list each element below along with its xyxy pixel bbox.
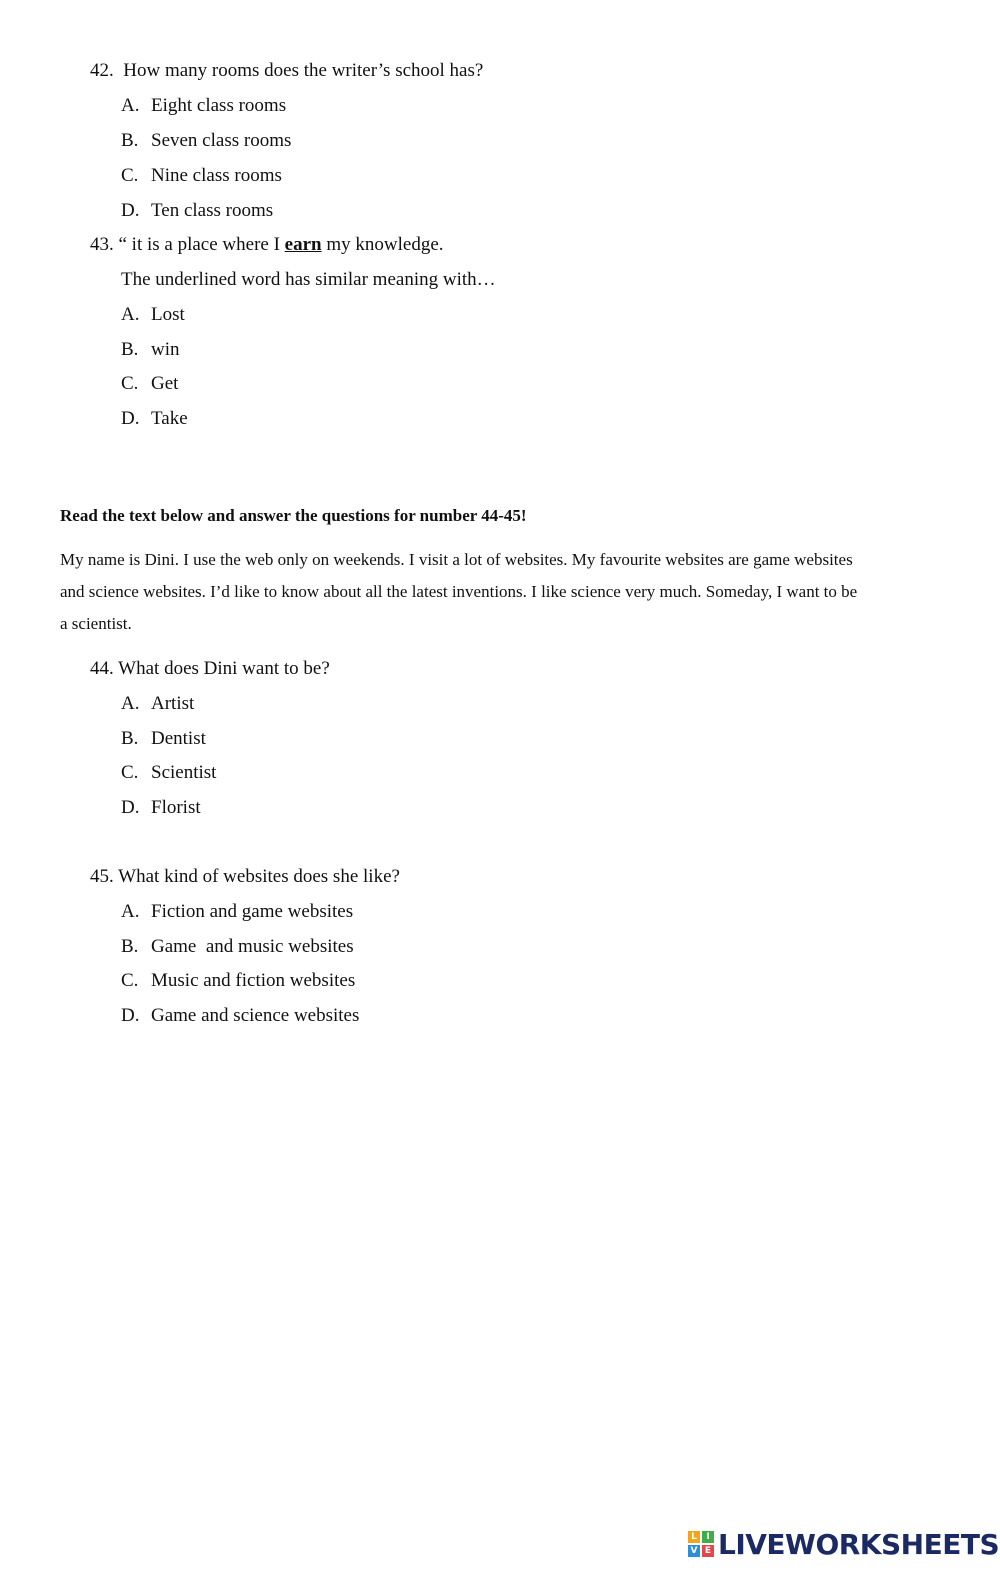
question-43-subline: The underlined word has similar meaning with… <box>121 269 496 290</box>
option-44-c[interactable] <box>121 762 216 784</box>
option-42-a[interactable] <box>121 95 286 117</box>
option-letter: C. <box>121 762 139 783</box>
logo-mark-v: V <box>688 1545 700 1557</box>
question-text: What kind of websites does she like? <box>118 866 400 887</box>
option-text: Nine class rooms <box>151 165 282 186</box>
option-45-a[interactable] <box>121 901 353 923</box>
option-44-b[interactable] <box>121 728 206 750</box>
option-letter: B. <box>121 728 139 749</box>
question-text: What does Dini want to be? <box>118 658 330 679</box>
option-text: Game and science websites <box>151 1005 360 1026</box>
question-44 <box>90 658 330 680</box>
quote-after: my knowledge. <box>321 234 444 255</box>
logo-mark-l: L <box>688 1531 700 1543</box>
option-text: Eight class rooms <box>151 95 287 116</box>
question-number: 44. <box>90 658 114 679</box>
option-text: Artist <box>151 693 195 714</box>
option-letter: D. <box>121 797 140 818</box>
logo-mark-i: I <box>702 1531 714 1543</box>
option-text: Fiction and game websites <box>151 901 354 922</box>
question-43 <box>90 234 444 256</box>
option-letter: D. <box>121 200 140 221</box>
option-text: Dentist <box>151 728 206 749</box>
option-45-c[interactable] <box>121 970 355 992</box>
option-45-d[interactable] <box>121 1005 359 1027</box>
question-text: How many rooms does the writer’s school has? <box>123 60 484 81</box>
option-44-a[interactable] <box>121 693 194 715</box>
option-text: Game and music websites <box>151 936 354 957</box>
question-45 <box>90 866 400 888</box>
option-text: win <box>151 339 180 360</box>
option-letter: C. <box>121 165 139 186</box>
option-43-b[interactable] <box>121 339 180 361</box>
logo-text: LIVEWORKSHEETS <box>718 1527 1000 1561</box>
question-number: 43. <box>90 234 114 255</box>
option-letter: A. <box>121 693 140 714</box>
option-text: Scientist <box>151 762 217 783</box>
underlined-keyword: earn <box>284 234 322 255</box>
option-letter: A. <box>121 304 140 325</box>
option-letter: A. <box>121 95 140 116</box>
option-letter: B. <box>121 339 139 360</box>
option-text: Florist <box>151 797 201 818</box>
option-44-d[interactable] <box>121 797 201 819</box>
logo-mark-icon <box>688 1531 714 1557</box>
reading-instruction: Read the text below and answer the questions for number 44-45! <box>60 506 527 525</box>
option-letter: C. <box>121 970 139 991</box>
option-text: Lost <box>151 304 185 325</box>
option-letter: D. <box>121 1005 140 1026</box>
option-letter: D. <box>121 408 140 429</box>
liveworksheets-logo <box>688 1524 999 1564</box>
option-letter: B. <box>121 130 139 151</box>
option-text: Ten class rooms <box>151 200 274 221</box>
quote-before: “ it is a place where I <box>118 234 285 255</box>
reading-line-3: a scientist. <box>60 614 132 633</box>
option-text: Get <box>151 373 179 394</box>
option-text: Music and fiction websites <box>151 970 356 991</box>
option-letter: A. <box>121 901 140 922</box>
option-43-d[interactable] <box>121 408 188 430</box>
option-43-c[interactable] <box>121 373 178 395</box>
question-number: 45. <box>90 866 114 887</box>
reading-line-1: My name is Dini. I use the web only on weekends. I visit a lot of websites. My favourite websites are game websites <box>60 550 853 569</box>
option-42-d[interactable] <box>121 200 273 222</box>
option-42-b[interactable] <box>121 130 291 152</box>
option-45-b[interactable] <box>121 936 354 958</box>
option-text: Seven class rooms <box>151 130 292 151</box>
option-text: Take <box>151 408 188 429</box>
question-42 <box>90 60 483 82</box>
option-42-c[interactable] <box>121 165 282 187</box>
option-43-a[interactable] <box>121 304 185 326</box>
reading-line-2: and science websites. I’d like to know about all the latest inventions. I like science very much. Someday, I want to be <box>60 582 858 601</box>
logo-mark-e: E <box>702 1545 714 1557</box>
question-number: 42. <box>90 60 114 81</box>
option-letter: B. <box>121 936 139 957</box>
option-letter: C. <box>121 373 139 394</box>
